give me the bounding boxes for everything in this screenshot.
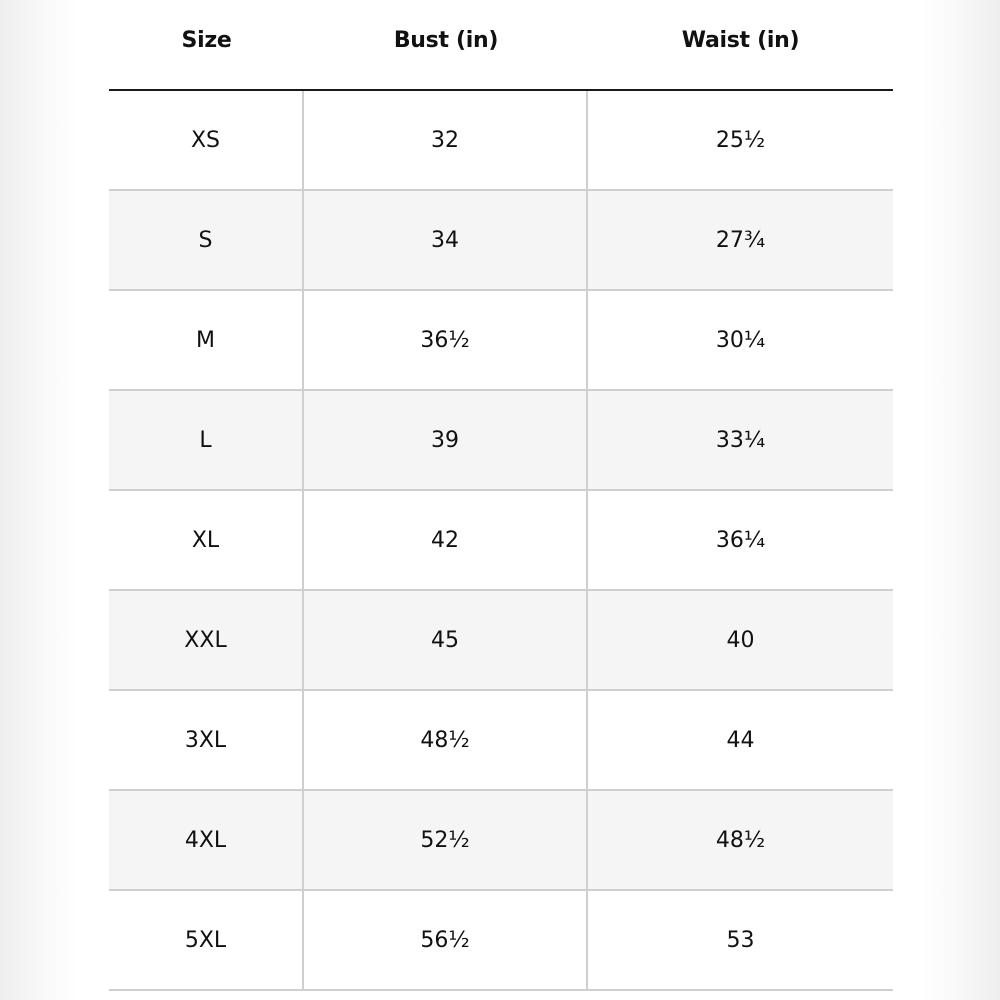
cell-bust: 52½ [304, 791, 588, 889]
header-bust: Bust (in) [393, 28, 499, 53]
table-row [109, 291, 893, 391]
cell-size: S [109, 191, 304, 289]
cell-waist: 53 [726, 927, 755, 953]
cell-bust: 45 [304, 591, 588, 689]
cell-waist: 30¼ [715, 327, 766, 353]
cell-waist: 33¼ [715, 427, 766, 453]
cell-size: XS [109, 91, 304, 189]
cell-size: M [109, 291, 304, 389]
cell-bust: 56½ [304, 891, 588, 989]
cell-bust: 36½ [304, 291, 588, 389]
cell-size: L [109, 391, 304, 489]
table-row [109, 91, 893, 191]
cell-waist: 40 [726, 627, 755, 653]
cell-waist: 36¼ [715, 527, 766, 553]
table-row [109, 491, 893, 591]
cell-size: 5XL [109, 891, 304, 989]
cell-waist: 25½ [715, 127, 766, 153]
table-row [109, 391, 893, 491]
table-header-row [109, 0, 893, 91]
cell-waist: 44 [726, 727, 755, 753]
cell-bust: 39 [304, 391, 588, 489]
header-size: Size [181, 28, 232, 53]
header-waist: Waist (in) [681, 28, 800, 53]
cell-bust: 42 [304, 491, 588, 589]
cell-bust: 32 [304, 91, 588, 189]
cell-size: 4XL [109, 791, 304, 889]
cell-size: 3XL [109, 691, 304, 789]
cell-waist: 48½ [715, 827, 766, 853]
cell-bust: 48½ [304, 691, 588, 789]
cell-size: XXL [109, 591, 304, 689]
table-row [109, 891, 893, 991]
table-row [109, 691, 893, 791]
size-chart-table [109, 0, 893, 991]
table-row [109, 791, 893, 891]
cell-size: XL [109, 491, 304, 589]
cell-waist: 27¾ [715, 227, 766, 253]
table-row [109, 591, 893, 691]
table-row [109, 191, 893, 291]
cell-bust: 34 [304, 191, 588, 289]
